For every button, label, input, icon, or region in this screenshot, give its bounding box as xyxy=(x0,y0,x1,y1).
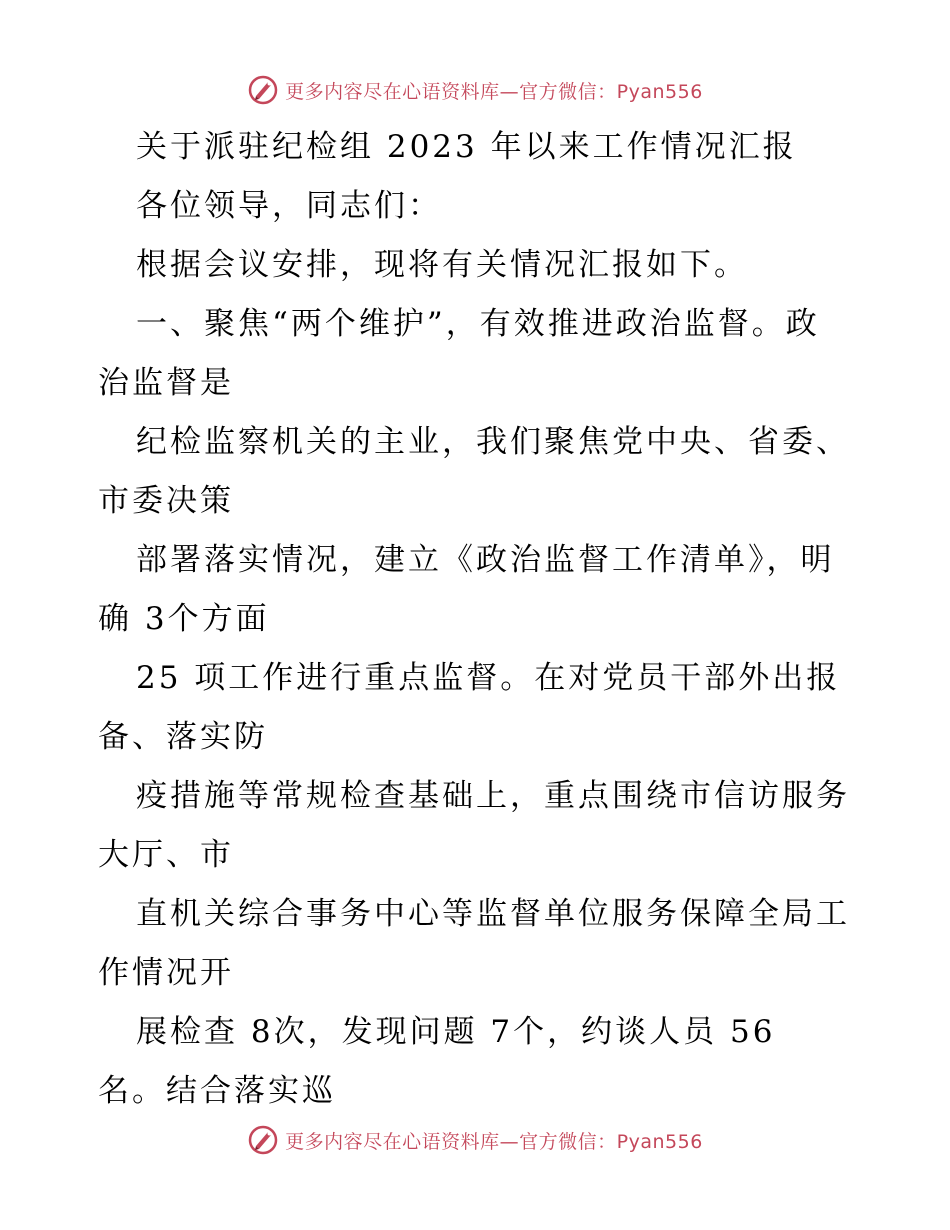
paragraph-line: 市委决策 xyxy=(98,483,234,519)
watermark-text: 更多内容尽在心语资料库—官方微信：Pyan556 xyxy=(285,1130,703,1153)
paragraph-line: 疫措施等常规检查基础上，重点围绕市信访服务 xyxy=(136,778,850,814)
paragraph-line: 治监督是 xyxy=(98,365,234,401)
paragraph-line: 部署落实情况，建立《政治监督工作清单》，明 xyxy=(136,542,835,578)
paragraph-line: 根据会议安排，现将有关情况汇报如下。 xyxy=(136,247,748,283)
salutation: 各位领导，同志们： xyxy=(136,188,442,224)
watermark-text: 更多内容尽在心语资料库—官方微信：Pyan556 xyxy=(285,80,703,103)
paragraph-line: 名。结合落实巡 xyxy=(98,1073,336,1109)
paragraph-line: 直机关综合事务中心等监督单位服务保障全局工 xyxy=(136,896,850,932)
paragraph-line: 25 项工作进行重点监督。在对党员干部外出报 xyxy=(136,660,841,696)
paragraph-line: 纪检监察机关的主业，我们聚焦党中央、省委、 xyxy=(136,424,850,460)
pen-logo-icon xyxy=(247,1124,279,1156)
paragraph-line: 作情况开 xyxy=(98,955,234,991)
paragraph-line: 确 3个方面 xyxy=(98,601,270,637)
paragraph-line: 备、落实防 xyxy=(98,719,268,755)
header-watermark xyxy=(0,70,950,110)
document-title: 关于派驻纪检组 2023 年以来工作情况汇报 xyxy=(136,129,797,165)
pen-logo-icon xyxy=(247,74,279,106)
paragraph-line: 展检查 8次，发现问题 7个，约谈人员 56 xyxy=(136,1014,776,1050)
paragraph-line: 大厅、市 xyxy=(98,837,234,873)
section-heading: 一、聚焦“两个维护”，有效推进政治监督。政 xyxy=(136,306,820,342)
footer-watermark xyxy=(0,1120,950,1160)
